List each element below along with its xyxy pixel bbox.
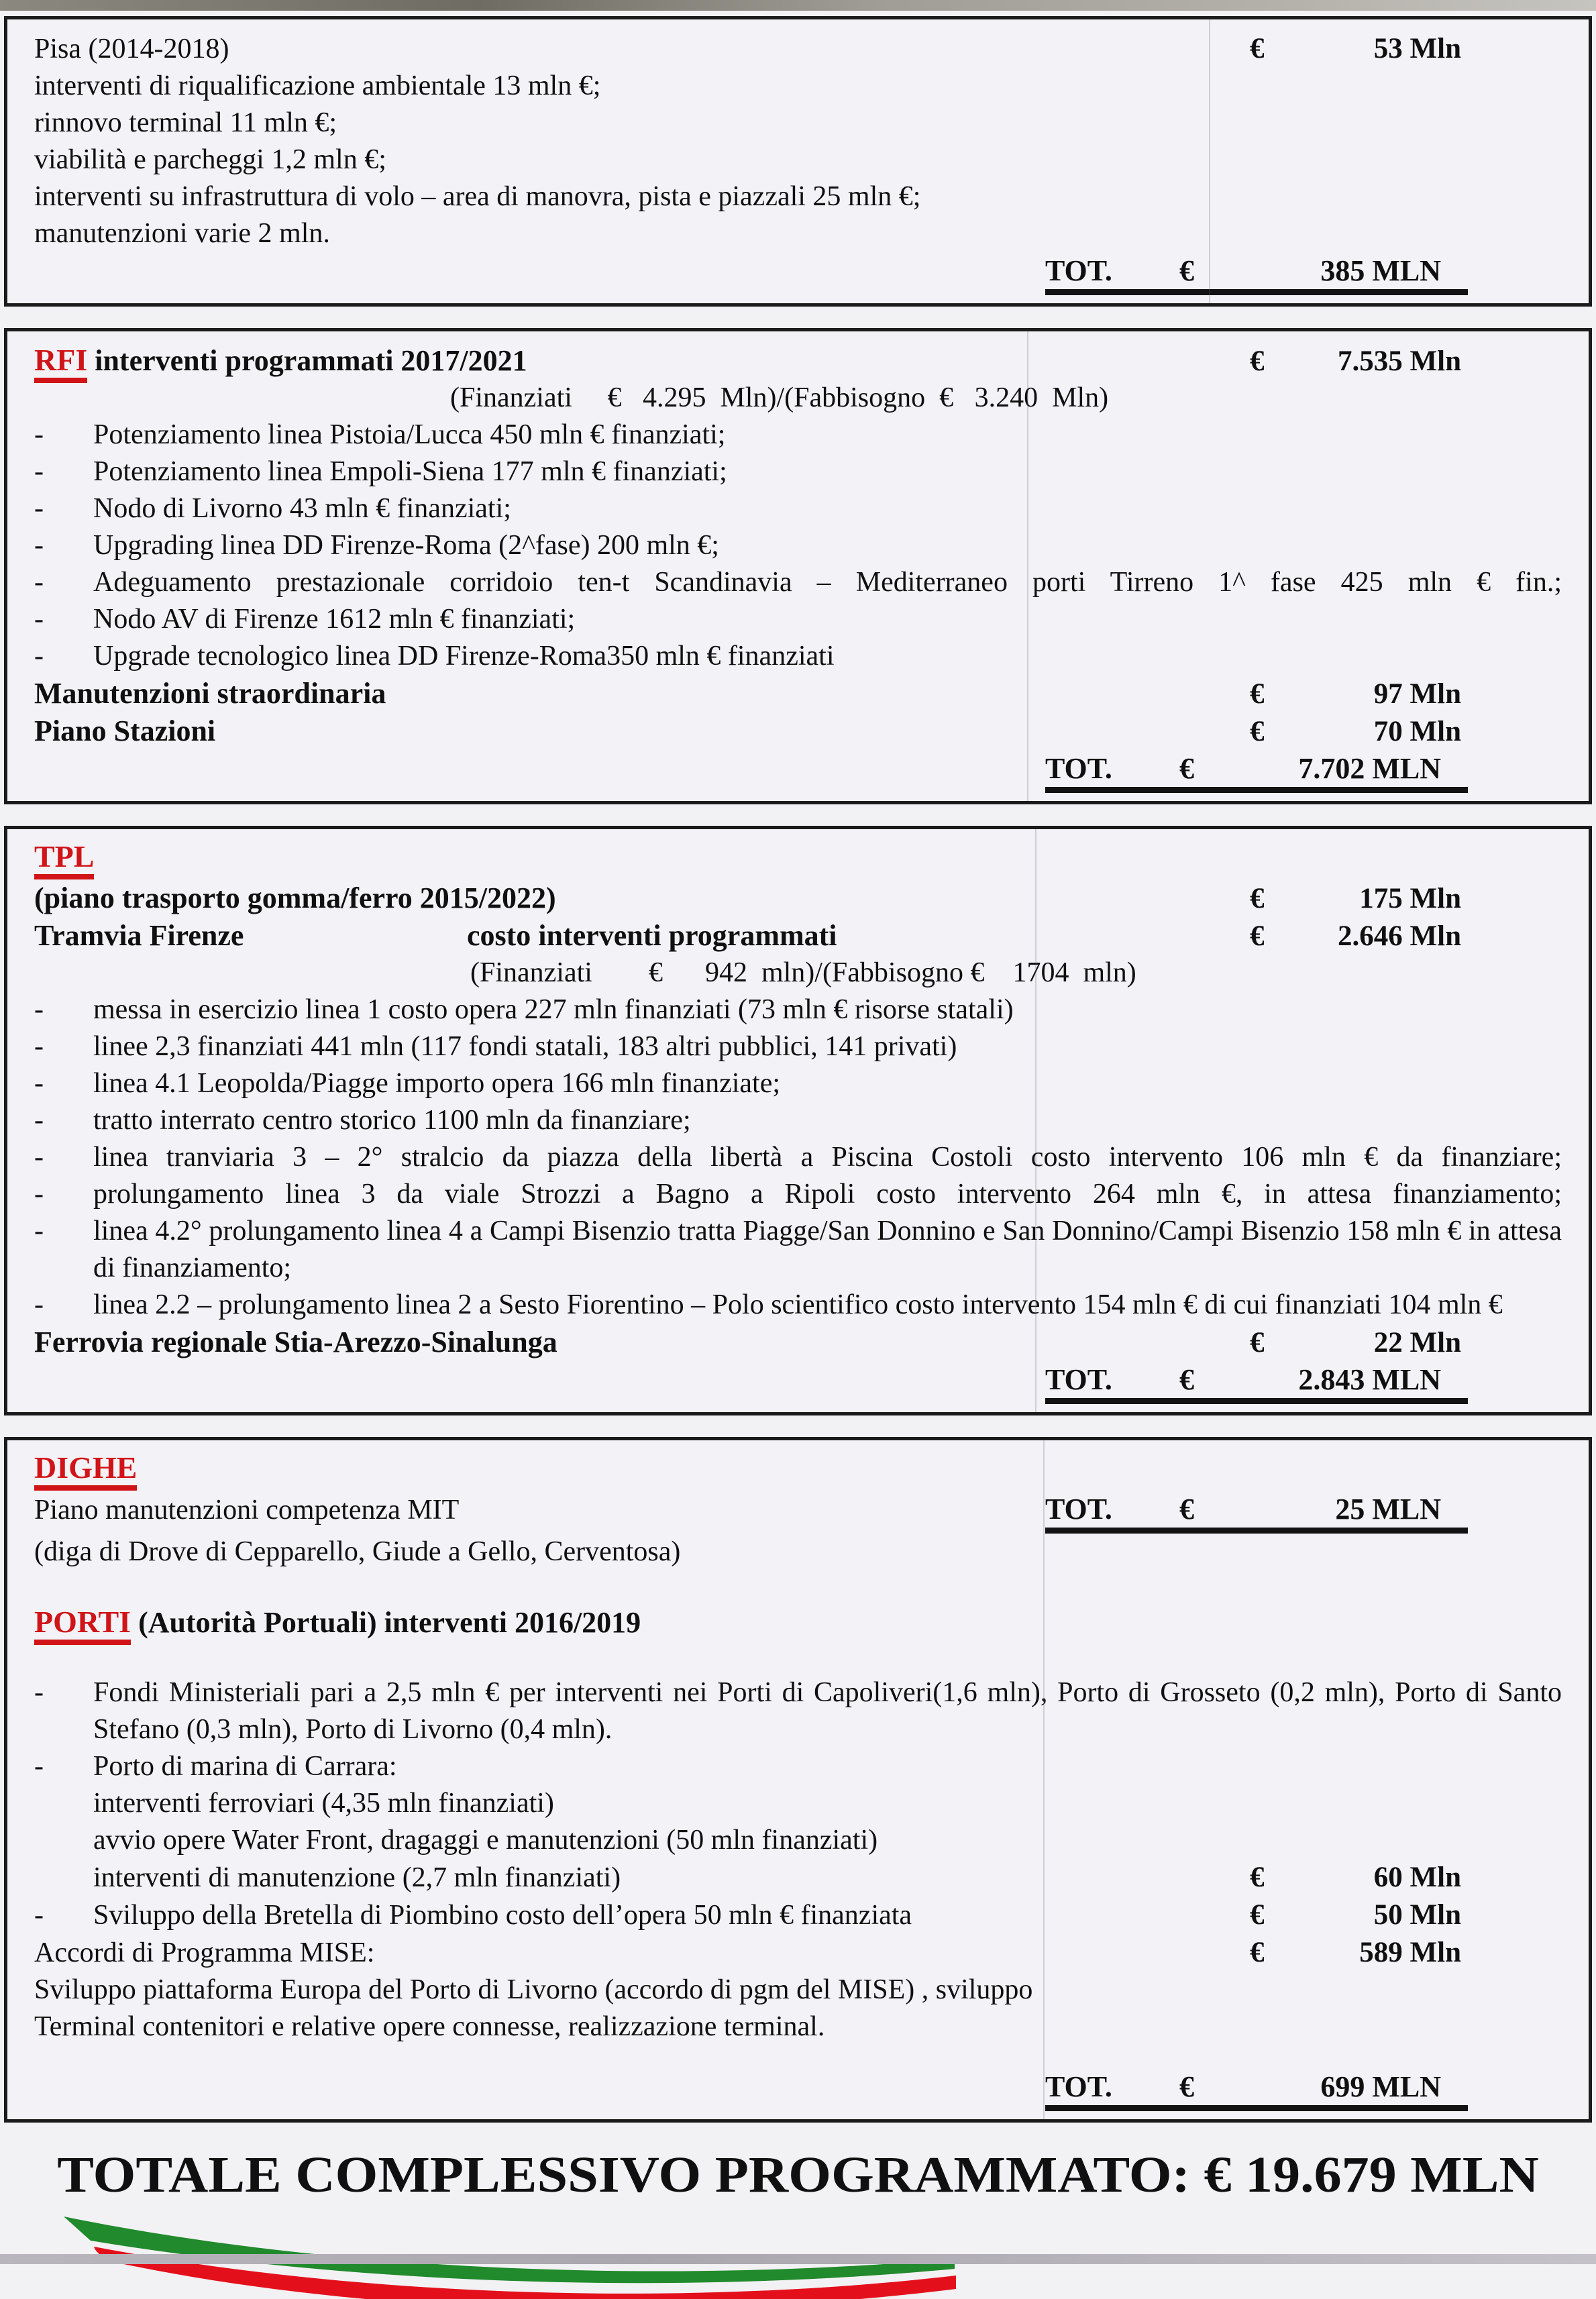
tpl-plan-label: (piano trasporto gomma/ferro 2015/2022) bbox=[34, 879, 1250, 916]
bullet-dash: - bbox=[34, 527, 93, 564]
bullet-dash: - bbox=[34, 564, 93, 601]
bullet-dash: - bbox=[34, 1213, 93, 1250]
porti-heading bbox=[34, 1604, 1562, 1641]
bullet-dash: - bbox=[34, 601, 93, 638]
pisa-line bbox=[34, 215, 1562, 252]
euro-sign: € bbox=[1179, 1491, 1257, 1528]
spacer bbox=[34, 1570, 1562, 1604]
spacer bbox=[34, 1641, 1562, 1674]
euro-sign: € bbox=[1250, 1934, 1320, 1971]
rfi-row-label: Piano Stazioni bbox=[34, 712, 1250, 749]
tpl-total-value: 2.843 MLN bbox=[1257, 1361, 1468, 1398]
tpl-plan-value: 175 Mln bbox=[1320, 880, 1562, 917]
dighe-mit-row bbox=[34, 1491, 1562, 1534]
rfi-bullet bbox=[34, 564, 1562, 601]
bullet-text: linee 2,3 finanziati 441 mln (117 fondi statali, 183 altri pubblici, 141 privati) bbox=[93, 1028, 1562, 1065]
pisa-line-text: interventi su infrastruttura di volo – area di manovra, pista e piazzali 25 mln €; bbox=[34, 178, 1562, 215]
rfi-row-value: 70 Mln bbox=[1320, 713, 1562, 750]
pisa-total bbox=[1045, 252, 1468, 295]
porti-item bbox=[34, 1785, 1562, 1822]
pisa-title: Pisa (2014-2018) bbox=[34, 31, 1250, 68]
porti-accordi-row bbox=[34, 1934, 1562, 1972]
porti-total-value: 699 MLN bbox=[1257, 2068, 1468, 2105]
euro-sign: € bbox=[1250, 1859, 1320, 1896]
rfi-bullets bbox=[34, 417, 1562, 675]
tpl-bullet bbox=[34, 1213, 1562, 1287]
rfi-subheading: (Finanziati € 4.295 Mln)/(Fabbisogno € 3.240 Mln) bbox=[450, 380, 1562, 417]
rfi-row-amount bbox=[1250, 676, 1562, 712]
bullet-text: Potenziamento linea Pistoia/Lucca 450 mln € finanziati; bbox=[93, 417, 1562, 453]
rfi-total bbox=[1045, 750, 1468, 793]
bullet-dash: - bbox=[34, 1287, 93, 1324]
bullet-text: Upgrade tecnologico linea DD Firenze-Roma350 mln € finanziati bbox=[93, 638, 1562, 675]
total-label: TOT. bbox=[1045, 252, 1179, 289]
rfi-row-amount bbox=[1250, 713, 1562, 750]
rfi-total-value: 7.702 MLN bbox=[1257, 750, 1468, 787]
porti-item bbox=[34, 1896, 1562, 1934]
porti-heading-row bbox=[34, 1604, 1562, 1641]
section-dighe-porti bbox=[4, 1437, 1592, 2123]
bullet-text: linea tranviaria 3 – 2° stralcio da piazza della libertà a Piscina Costoli costo intervento 106 mln € da finanziare; bbox=[93, 1139, 1562, 1176]
scan-edge-bottom bbox=[0, 2254, 1596, 2264]
dighe-mit-label: Piano manutenzioni competenza MIT bbox=[34, 1492, 1045, 1529]
euro-sign: € bbox=[1250, 713, 1320, 750]
tpl-plan-row bbox=[34, 879, 1562, 917]
total-label: TOT. bbox=[1045, 2068, 1179, 2105]
porti-tail-line bbox=[34, 1972, 1562, 2009]
euro-sign: € bbox=[1250, 880, 1320, 917]
tpl-bullet bbox=[34, 1139, 1562, 1176]
pisa-lines bbox=[34, 68, 1562, 252]
porti-tail-line bbox=[34, 2009, 1562, 2045]
tpl-ferrovia-row bbox=[34, 1324, 1562, 1361]
euro-sign: € bbox=[1250, 676, 1320, 712]
pisa-line-text: manutenzioni varie 2 mln. bbox=[34, 215, 1562, 252]
dighe-tag-row bbox=[34, 1451, 1562, 1491]
porti-total bbox=[1045, 2068, 1468, 2111]
euro-sign: € bbox=[1250, 343, 1320, 380]
ferrovia-value: 22 Mln bbox=[1320, 1324, 1562, 1361]
rfi-amount bbox=[1250, 343, 1562, 380]
spacer bbox=[34, 2045, 1562, 2068]
pisa-title-row bbox=[34, 30, 1562, 68]
tpl-tramvia-value: 2.646 Mln bbox=[1320, 918, 1562, 955]
bullet-dash: - bbox=[34, 1748, 93, 1785]
ferrovia-amount bbox=[1250, 1324, 1562, 1361]
porti-tail-text: Terminal contenitori e relative opere connesse, realizzazione terminal. bbox=[34, 2009, 1562, 2045]
dighe-sub-row bbox=[34, 1534, 1562, 1570]
section-tpl bbox=[4, 826, 1592, 1415]
tpl-bullets bbox=[34, 992, 1562, 1324]
pisa-line bbox=[34, 142, 1562, 178]
porti-item-amount bbox=[1250, 1896, 1562, 1933]
pisa-line bbox=[34, 178, 1562, 215]
porti-item-value: 60 Mln bbox=[1320, 1859, 1562, 1896]
accordi-label: Accordi di Programma MISE: bbox=[34, 1935, 1250, 1972]
rfi-tag: RFI bbox=[34, 343, 87, 383]
tpl-subheading: (Finanziati € 942 mln)/(Fabbisogno € 1704 mln) bbox=[470, 955, 1562, 992]
euro-sign: € bbox=[1179, 2068, 1257, 2105]
rfi-amount-value: 7.535 Mln bbox=[1320, 343, 1562, 380]
euro-sign: € bbox=[1250, 30, 1320, 67]
bullet-dash: - bbox=[34, 417, 93, 453]
bullet-text: Sviluppo della Bretella di Piombino costo dell’opera 50 mln € finanziata bbox=[93, 1897, 1250, 1934]
porti-tail-text: Sviluppo piattaforma Europa del Porto di Livorno (accordo di pgm del MISE) , sviluppo bbox=[34, 1972, 1562, 2009]
bullet-text: linea 4.1 Leopolda/Piagge importo opera 166 mln finanziate; bbox=[93, 1065, 1562, 1102]
tpl-tramvia-labels bbox=[34, 917, 1250, 954]
porti-item bbox=[34, 1674, 1562, 1748]
pisa-total-row bbox=[34, 252, 1562, 295]
porti-item bbox=[34, 1748, 1562, 1785]
euro-sign: € bbox=[1179, 750, 1257, 787]
euro-sign: € bbox=[1250, 918, 1320, 955]
rfi-heading bbox=[34, 342, 1250, 379]
porti-item-amount bbox=[1250, 1859, 1562, 1896]
bullet-text: linea 2.2 – prolungamento linea 2 a Sesto Fiorentino – Polo scientifico costo intervento 154 mln € di cui finanziati 104 mln € bbox=[93, 1287, 1562, 1324]
tpl-tag: TPL bbox=[34, 840, 94, 879]
pisa-total-value: 385 MLN bbox=[1257, 252, 1468, 289]
bullet-text: avvio opere Water Front, dragaggi e manutenzioni (50 mln finanziati) bbox=[93, 1822, 1562, 1859]
dighe-total bbox=[1045, 1491, 1468, 1534]
bullet-text: Potenziamento linea Empoli-Siena 177 mln € finanziati; bbox=[93, 453, 1562, 490]
bullet-dash: - bbox=[34, 992, 93, 1028]
dighe-sub-line: (diga di Drove di Cepparello, Giude a Gello, Cerventosa) bbox=[34, 1534, 1562, 1570]
euro-sign: € bbox=[1250, 1896, 1320, 1933]
bullet-text: Porto di marina di Carrara: bbox=[93, 1748, 1562, 1785]
bullet-text: messa in esercizio linea 1 costo opera 227 mln finanziati (73 mln € risorse statali) bbox=[93, 992, 1562, 1028]
tpl-tramvia-row bbox=[34, 917, 1562, 955]
bullet-text: Fondi Ministeriali pari a 2,5 mln € per interventi nei Porti di Capoliveri(1,6 mln), Porto di Grosseto (0,2 mln), Porto di Santo Stefano (0,3 mln), Porto di Livorno (0,4 mln). bbox=[93, 1674, 1562, 1748]
rfi-stazioni-row bbox=[34, 712, 1562, 750]
pisa-line-text: viabilità e parcheggi 1,2 mln €; bbox=[34, 142, 1562, 178]
bullet-dash: - bbox=[34, 1674, 93, 1711]
bullet-text: Nodo AV di Firenze 1612 mln € finanziati; bbox=[93, 601, 1562, 638]
tpl-bullet bbox=[34, 992, 1562, 1028]
rfi-bullet bbox=[34, 453, 1562, 490]
porti-item bbox=[34, 1822, 1562, 1859]
tramvia-firenze-label: Tramvia Firenze bbox=[34, 917, 467, 954]
tpl-total bbox=[1045, 1361, 1468, 1404]
bullet-text: interventi ferroviari (4,35 mln finanziati) bbox=[93, 1785, 1562, 1822]
tpl-bullet bbox=[34, 1102, 1562, 1139]
tpl-tramvia-amount bbox=[1250, 918, 1562, 955]
pisa-line bbox=[34, 68, 1562, 105]
rfi-manutenzioni-row bbox=[34, 675, 1562, 712]
dighe-total-value: 25 MLN bbox=[1257, 1491, 1468, 1528]
rfi-row-label: Manutenzioni straordinaria bbox=[34, 675, 1250, 712]
dighe-tag: DIGHE bbox=[34, 1451, 137, 1491]
rfi-bullet bbox=[34, 601, 1562, 638]
porti-tail-lines bbox=[34, 1972, 1562, 2045]
porti-heading-text: (Autorità Portuali) interventi 2016/2019 bbox=[131, 1606, 641, 1639]
section-rfi bbox=[4, 328, 1592, 804]
bullet-text: prolungamento linea 3 da viale Strozzi a Bagno a Ripoli costo intervento 264 mln €, in attesa finanziamento; bbox=[93, 1176, 1562, 1213]
porti-item bbox=[34, 1859, 1562, 1896]
bullet-text: tratto interrato centro storico 1100 mln da finanziare; bbox=[93, 1102, 1562, 1139]
rfi-bullet bbox=[34, 638, 1562, 675]
costo-interventi-label: costo interventi programmati bbox=[467, 917, 837, 954]
tpl-bullet bbox=[34, 1287, 1562, 1324]
pisa-line-text: interventi di riqualificazione ambientale 13 mln €; bbox=[34, 68, 1562, 105]
euro-sign: € bbox=[1179, 1361, 1257, 1398]
pisa-line bbox=[34, 105, 1562, 142]
section-pisa bbox=[4, 16, 1592, 307]
pisa-line-text: rinnovo terminal 11 mln €; bbox=[34, 105, 1562, 142]
pisa-amount bbox=[1250, 30, 1562, 67]
porti-tag: PORTI bbox=[34, 1605, 131, 1645]
tpl-bullet bbox=[34, 1176, 1562, 1213]
bullet-dash: - bbox=[34, 1065, 93, 1102]
total-label: TOT. bbox=[1045, 750, 1179, 787]
accordi-amount bbox=[1250, 1934, 1562, 1971]
ferrovia-label: Ferrovia regionale Stia-Arezzo-Sinalunga bbox=[34, 1324, 1250, 1360]
porti-item-value: 50 Mln bbox=[1320, 1896, 1562, 1933]
rfi-bullet bbox=[34, 490, 1562, 527]
grand-total: TOTALE COMPLESSIVO PROGRAMMATO: € 19.679 MLN bbox=[0, 2144, 1596, 2206]
rfi-total-row bbox=[34, 750, 1562, 793]
scan-edge-top bbox=[0, 0, 1596, 11]
total-label: TOT. bbox=[1045, 1491, 1179, 1528]
tpl-plan-amount bbox=[1250, 880, 1562, 917]
tpl-bullet bbox=[34, 1065, 1562, 1102]
bullet-dash: - bbox=[34, 1897, 93, 1934]
rfi-heading-row bbox=[34, 342, 1562, 380]
accordi-value: 589 Mln bbox=[1320, 1934, 1562, 1971]
bullet-dash: - bbox=[34, 1028, 93, 1065]
rfi-bullet bbox=[34, 527, 1562, 564]
porti-items bbox=[34, 1674, 1562, 1934]
tpl-tag-row bbox=[34, 840, 1562, 879]
bullet-dash: - bbox=[34, 1102, 93, 1139]
bullet-text: Upgrading linea DD Firenze-Roma (2^fase) 200 mln €; bbox=[93, 527, 1562, 564]
bullet-dash: - bbox=[34, 490, 93, 527]
tpl-bullet bbox=[34, 1028, 1562, 1065]
rfi-row-value: 97 Mln bbox=[1320, 676, 1562, 712]
bullet-text: interventi di manutenzione (2,7 mln finanziati) bbox=[93, 1860, 1250, 1896]
euro-sign: € bbox=[1179, 252, 1257, 289]
bullet-dash: - bbox=[34, 453, 93, 490]
rfi-heading-text: interventi programmati 2017/2021 bbox=[87, 344, 527, 377]
bullet-dash: - bbox=[34, 1139, 93, 1176]
porti-total-row bbox=[34, 2068, 1562, 2111]
bullet-text: Adeguamento prestazionale corridoio ten-t Scandinavia – Mediterraneo porti Tirreno 1^ fase 425 mln € fin.; bbox=[93, 564, 1562, 601]
rfi-bullet bbox=[34, 417, 1562, 453]
bullet-text: Nodo di Livorno 43 mln € finanziati; bbox=[93, 490, 1562, 527]
bullet-dash: - bbox=[34, 638, 93, 675]
bullet-text: linea 4.2° prolungamento linea 4 a Campi Bisenzio tratta Piagge/San Donnino e San Donnino/Campi Bisenzio 158 mln € in attesa di finanziamento; bbox=[93, 1213, 1562, 1287]
tpl-total-row bbox=[34, 1361, 1562, 1404]
pisa-amount-value: 53 Mln bbox=[1320, 30, 1562, 67]
bullet-dash: - bbox=[34, 1176, 93, 1213]
euro-sign: € bbox=[1250, 1324, 1320, 1361]
total-label: TOT. bbox=[1045, 1361, 1179, 1398]
